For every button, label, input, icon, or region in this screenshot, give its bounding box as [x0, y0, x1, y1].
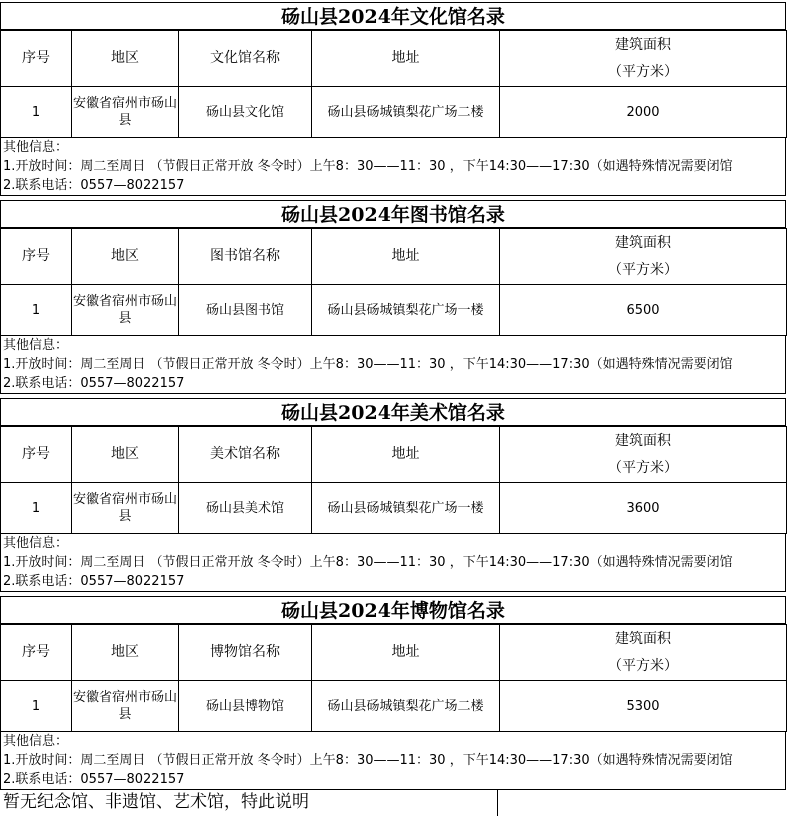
header-region: 地区: [72, 229, 179, 285]
table-row: [1, 681, 787, 732]
directory-table: [0, 228, 787, 336]
cell-address: 砀山县砀城镇梨花广场一楼: [312, 483, 500, 534]
header-area-line1: 建筑面积: [615, 36, 671, 53]
header-area-line2: （平方米）: [608, 459, 678, 476]
other-info: [0, 534, 786, 592]
cell-address: 砀山县砀城镇梨花广场一楼: [312, 285, 500, 336]
footer-note: 暂无纪念馆、非遗馆、艺术馆，特此说明: [0, 789, 498, 816]
contact-phone: 2.联系电话：0557—8022157: [3, 772, 185, 787]
section-title: 砀山县2024年美术馆名录: [0, 398, 786, 426]
header-area-line2: （平方米）: [608, 63, 678, 80]
other-info: [0, 336, 786, 394]
cell-no: 1: [1, 483, 72, 534]
header-region: 地区: [72, 31, 179, 87]
cell-address: 砀山县砀城镇梨花广场二楼: [312, 681, 500, 732]
header-area-line2: （平方米）: [608, 261, 678, 278]
cell-region: 安徽省宿州市砀山县: [72, 87, 179, 138]
contact-phone: 2.联系电话：0557—8022157: [3, 574, 185, 589]
header-address: 地址: [312, 229, 500, 285]
table-row: [1, 87, 787, 138]
cell-area: 2000: [500, 87, 787, 138]
header-name: 图书馆名称: [179, 229, 312, 285]
opening-hours: 1.开放时间：周二至周日 （节假日正常开放 冬令时）上午8：30——11：30 ，下午14:30——17:30（如遇特殊情况需要闭馆: [3, 159, 733, 174]
directory-table: [0, 30, 787, 138]
cell-address: 砀山县砀城镇梨花广场二楼: [312, 87, 500, 138]
cell-area: 3600: [500, 483, 787, 534]
cell-area: 6500: [500, 285, 787, 336]
header-no: 序号: [1, 625, 72, 681]
opening-hours: 1.开放时间：周二至周日 （节假日正常开放 冬令时）上午8：30——11：30 ，下午14:30——17:30（如遇特殊情况需要闭馆: [3, 753, 733, 768]
header-area-line1: 建筑面积: [615, 234, 671, 251]
other-info-label: 其他信息：: [3, 338, 69, 353]
cell-area: 5300: [500, 681, 787, 732]
table-header-row: [1, 31, 787, 87]
cell-region: 安徽省宿州市砀山县: [72, 681, 179, 732]
header-area: [500, 427, 787, 483]
cell-no: 1: [1, 285, 72, 336]
table-row: [1, 285, 787, 336]
header-address: 地址: [312, 625, 500, 681]
cell-region: 安徽省宿州市砀山县: [72, 285, 179, 336]
other-info: [0, 732, 786, 790]
header-area-line1: 建筑面积: [615, 630, 671, 647]
header-name: 美术馆名称: [179, 427, 312, 483]
header-area: [500, 625, 787, 681]
other-info-label: 其他信息：: [3, 536, 69, 551]
header-region: 地区: [72, 427, 179, 483]
cell-name: 砀山县博物馆: [179, 681, 312, 732]
opening-hours: 1.开放时间：周二至周日 （节假日正常开放 冬令时）上午8：30——11：30 ，下午14:30——17:30（如遇特殊情况需要闭馆: [3, 555, 733, 570]
directory-table: [0, 426, 787, 534]
header-area: [500, 229, 787, 285]
header-name: 博物馆名称: [179, 625, 312, 681]
directory-table: [0, 624, 787, 732]
header-address: 地址: [312, 31, 500, 87]
header-area: [500, 31, 787, 87]
other-info: [0, 138, 786, 196]
header-no: 序号: [1, 229, 72, 285]
section-title: 砀山县2024年博物馆名录: [0, 596, 786, 624]
header-area-line2: （平方米）: [608, 657, 678, 674]
cell-name: 砀山县美术馆: [179, 483, 312, 534]
section-title: 砀山县2024年文化馆名录: [0, 2, 786, 30]
header-no: 序号: [1, 427, 72, 483]
other-info-label: 其他信息：: [3, 140, 69, 155]
cell-no: 1: [1, 681, 72, 732]
header-name: 文化馆名称: [179, 31, 312, 87]
table-header-row: [1, 229, 787, 285]
cell-region: 安徽省宿州市砀山县: [72, 483, 179, 534]
section-title: 砀山县2024年图书馆名录: [0, 200, 786, 228]
cell-no: 1: [1, 87, 72, 138]
table-header-row: [1, 427, 787, 483]
opening-hours: 1.开放时间：周二至周日 （节假日正常开放 冬令时）上午8：30——11：30 ，下午14:30——17:30（如遇特殊情况需要闭馆: [3, 357, 733, 372]
cell-name: 砀山县文化馆: [179, 87, 312, 138]
header-region: 地区: [72, 625, 179, 681]
table-row: [1, 483, 787, 534]
header-no: 序号: [1, 31, 72, 87]
contact-phone: 2.联系电话：0557—8022157: [3, 178, 185, 193]
cell-name: 砀山县图书馆: [179, 285, 312, 336]
table-header-row: [1, 625, 787, 681]
header-area-line1: 建筑面积: [615, 432, 671, 449]
header-address: 地址: [312, 427, 500, 483]
other-info-label: 其他信息：: [3, 734, 69, 749]
contact-phone: 2.联系电话：0557—8022157: [3, 376, 185, 391]
